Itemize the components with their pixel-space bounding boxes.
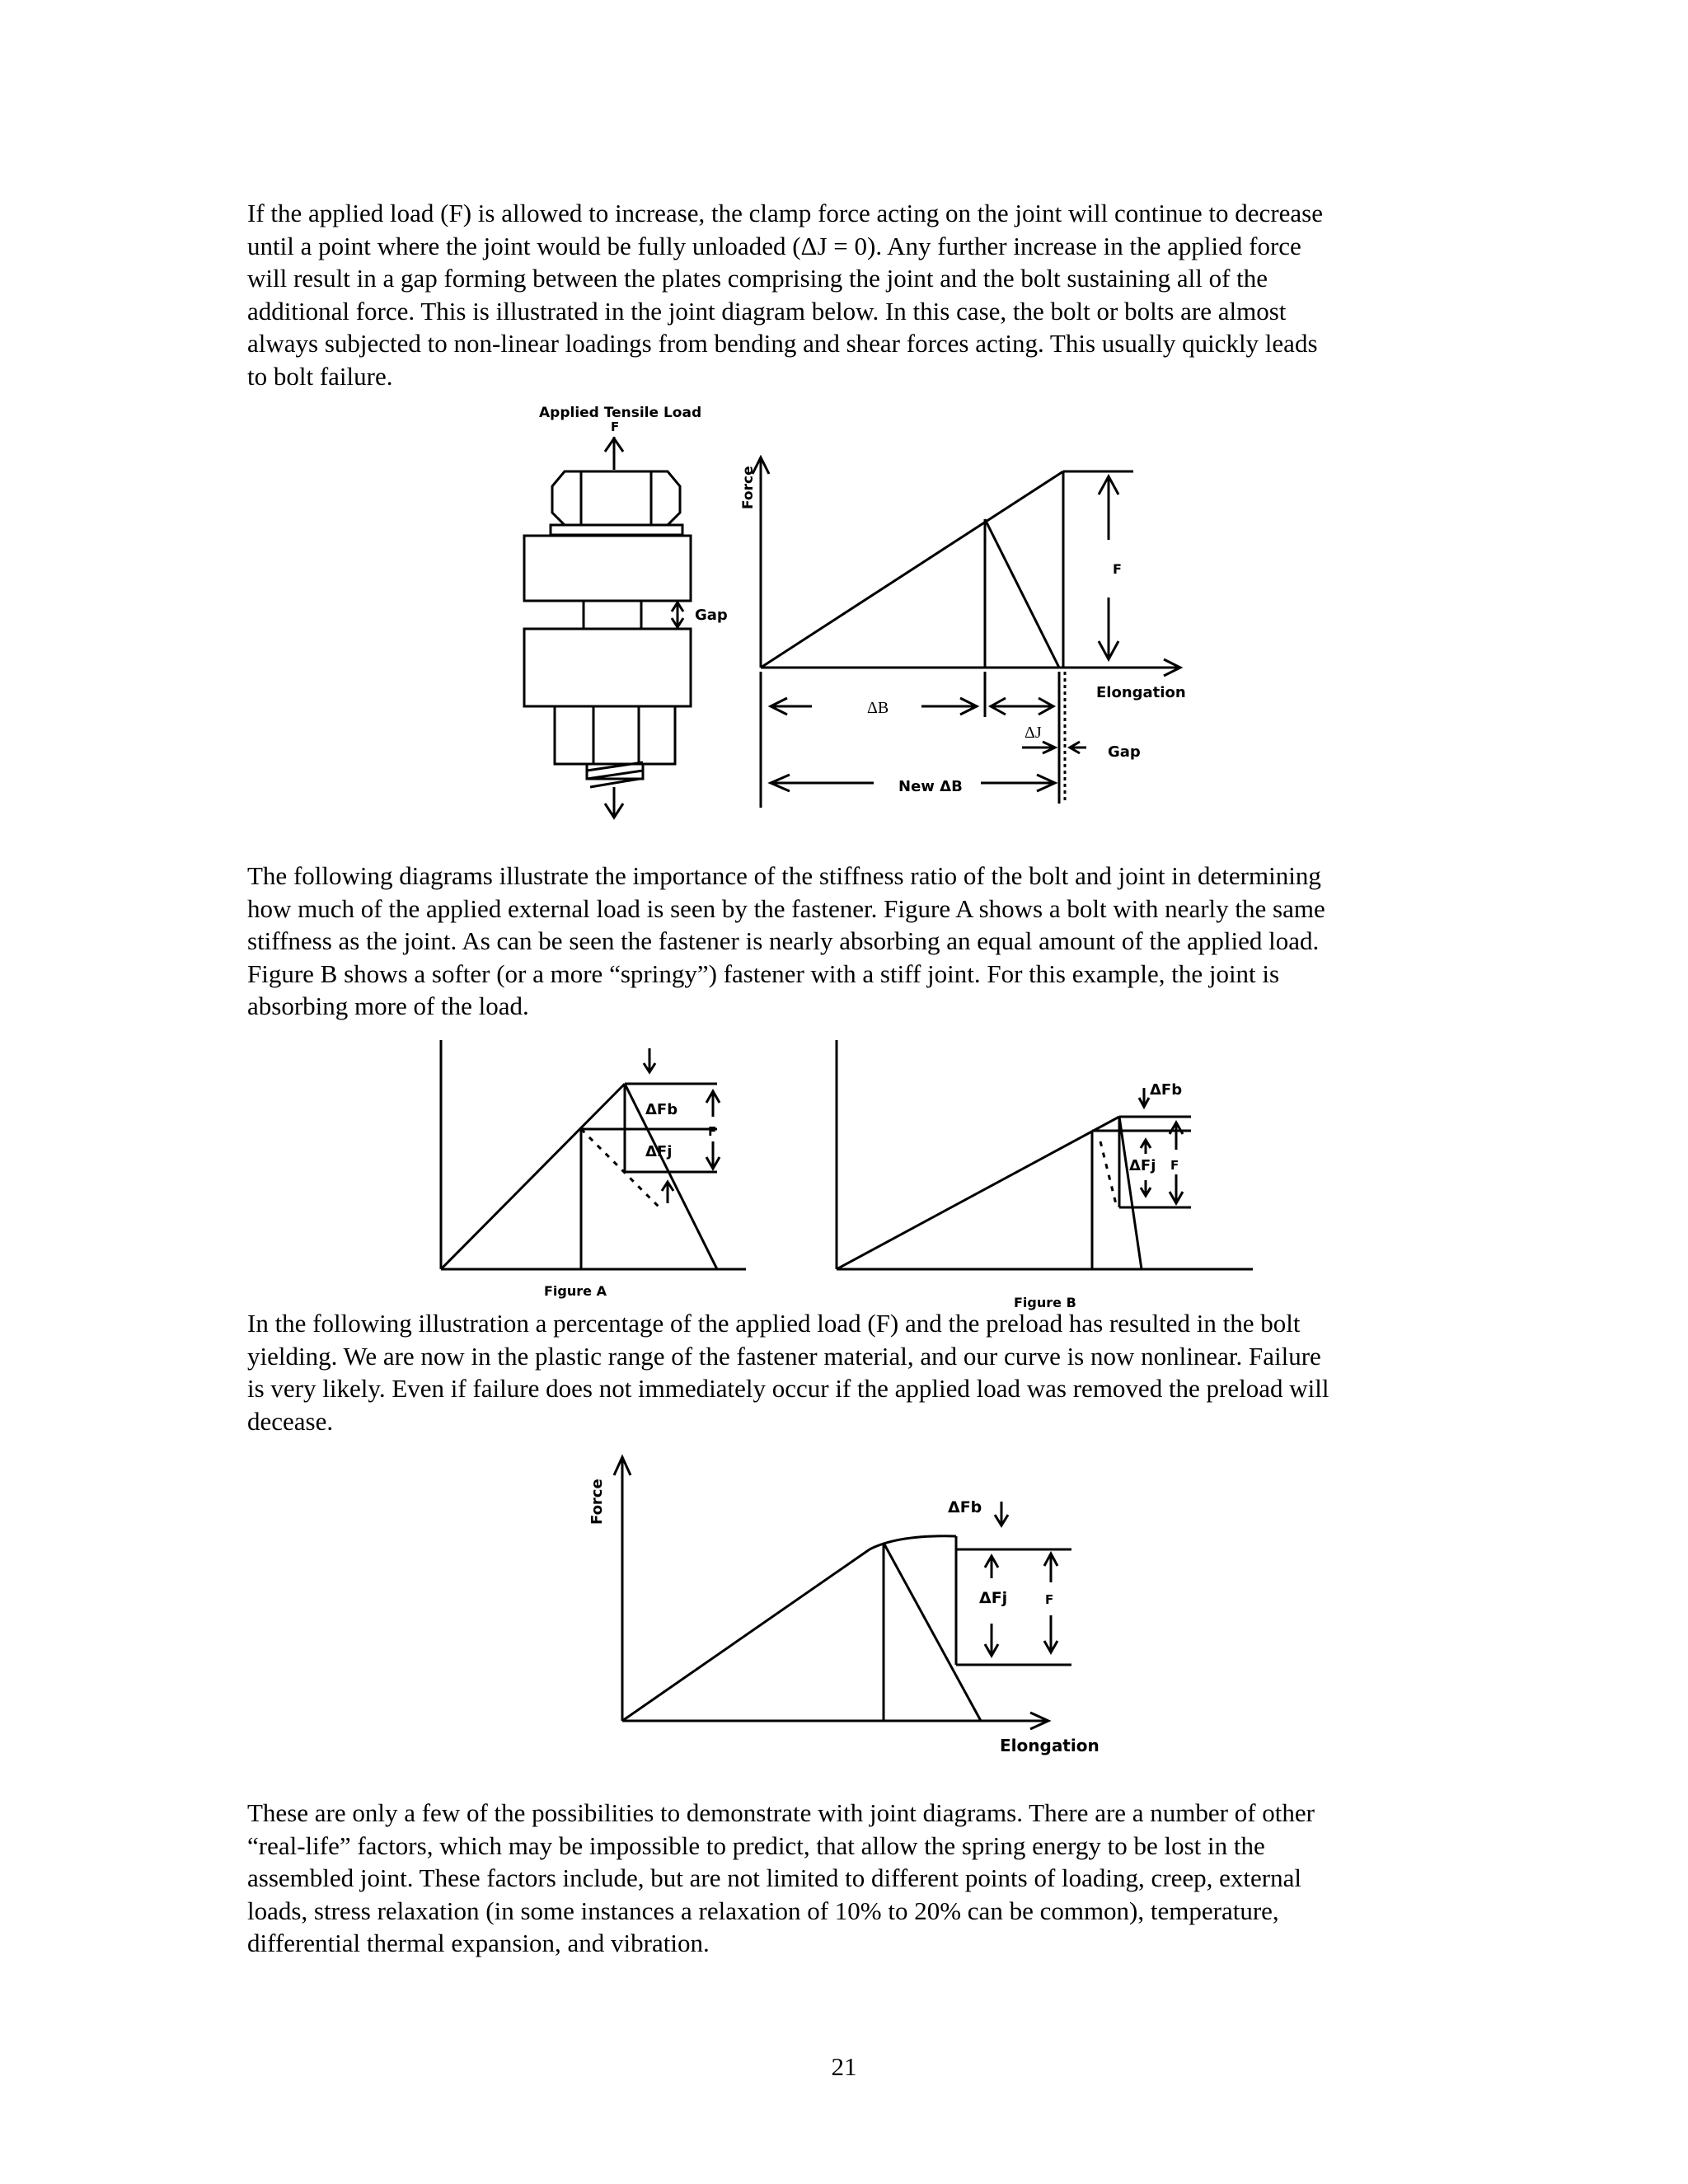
delta-b-label: ΔB — [867, 699, 889, 717]
delta-j-label: ΔJ — [1025, 724, 1042, 742]
applied-tensile-load-label: Applied Tensile Load — [539, 405, 702, 421]
paragraph-line: assembled joint. These factors include, but are not limited to different points of loading, creep, external — [247, 1863, 1301, 1892]
gap-right-label: Gap — [1108, 743, 1141, 761]
paragraph-line: additional force. This is illustrated in the joint diagram below. In this case, the bolt or bolts are almost — [247, 296, 1287, 326]
paragraph-line: decease. — [247, 1406, 334, 1436]
paragraph-line: differential thermal expansion, and vibration. — [247, 1929, 710, 1957]
paragraph-line: stiffness as the joint. As can be seen the fastener is nearly absorbing an equal amount of the applied load. — [247, 926, 1320, 955]
paragraph-line: to bolt failure. — [247, 361, 393, 391]
paragraph-line: The following diagrams illustrate the importance of the stiffness ratio of the bolt and joint in determining — [247, 861, 1321, 890]
force-axis-label: Force — [588, 1479, 606, 1525]
delta-fb-label: ΔFb — [948, 1498, 982, 1516]
paragraph-line: yielding. We are now in the plastic range of the fastener material, and our curve is now nonlinear. Failure — [247, 1341, 1321, 1371]
f-right-label: F — [1113, 561, 1122, 577]
paragraph-line: is very likely. Even if failure does not immediately occur if the applied load was removed the preload will — [247, 1374, 1329, 1403]
paragraph-line: absorbing more of the load. — [247, 991, 529, 1020]
paragraph-line: Figure B shows a softer (or a more “springy”) fastener with a stiff joint. For this example, the joint is — [247, 958, 1280, 988]
elongation-label: Elongation — [1000, 1736, 1100, 1755]
force-axis-label: Force — [740, 466, 757, 509]
page-number: 21 — [831, 2052, 857, 2081]
delta-fj-label: ΔFj — [979, 1589, 1008, 1607]
delta-fb-label: ΔFb — [1150, 1081, 1183, 1099]
paragraph-line: always subjected to non-linear loadings from bending and shear forces acting. This usually quickly leads — [247, 329, 1318, 358]
figure-b-caption: Figure B — [1014, 1295, 1076, 1310]
f-label: F — [1045, 1592, 1054, 1607]
paragraph-line: In the following illustration a percentage of the applied load (F) and the preload has resulted in the bolt — [247, 1309, 1301, 1338]
f-top-label: F — [611, 419, 620, 434]
f-label: F — [708, 1124, 717, 1139]
figure-a — [429, 1030, 758, 1310]
figure-yielding-joint-diagram — [577, 1442, 1121, 1755]
delta-fb-label: ΔFb — [645, 1101, 678, 1118]
figure-a-caption: Figure A — [544, 1283, 607, 1299]
paragraph-4 — [247, 1797, 1451, 1960]
new-delta-b-label: New ΔB — [898, 778, 963, 795]
elongation-label: Elongation — [1096, 684, 1186, 701]
paragraph-line: If the applied load (F) is allowed to increase, the clamp force acting on the joint will continue to decrease — [247, 199, 1323, 227]
figure-bolt-gap-joint-diagram — [511, 394, 1195, 824]
paragraph-line: until a point where the joint would be fully unloaded (ΔJ = 0). Any further increase in the applied force — [247, 231, 1301, 260]
paragraph-2 — [247, 860, 1451, 1023]
paragraph-1 — [247, 197, 1451, 392]
paragraph-line: will result in a gap forming between the plates comprising the joint and the bolt sustaining all of the — [247, 264, 1268, 293]
f-label: F — [1170, 1158, 1179, 1173]
paragraph-line: how much of the applied external load is seen by the fastener. Figure A shows a bolt with nearly the same — [247, 893, 1325, 923]
delta-fj-label: ΔFj — [1129, 1157, 1156, 1174]
paragraph-line: These are only a few of the possibilities to demonstrate with joint diagrams. There are a number of other — [247, 1798, 1315, 1827]
figure-b — [824, 1030, 1269, 1310]
paragraph-3 — [247, 1307, 1451, 1437]
paragraph-line: loads, stress relaxation (in some instances a relaxation of 10% to 20% can be common), temperature, — [247, 1896, 1279, 1925]
paragraph-line: “real-life” factors, which may be impossible to predict, that allow the spring energy to be lost in the — [247, 1830, 1265, 1860]
gap-left-label: Gap — [695, 607, 728, 624]
delta-fj-label: ΔFj — [645, 1143, 673, 1160]
